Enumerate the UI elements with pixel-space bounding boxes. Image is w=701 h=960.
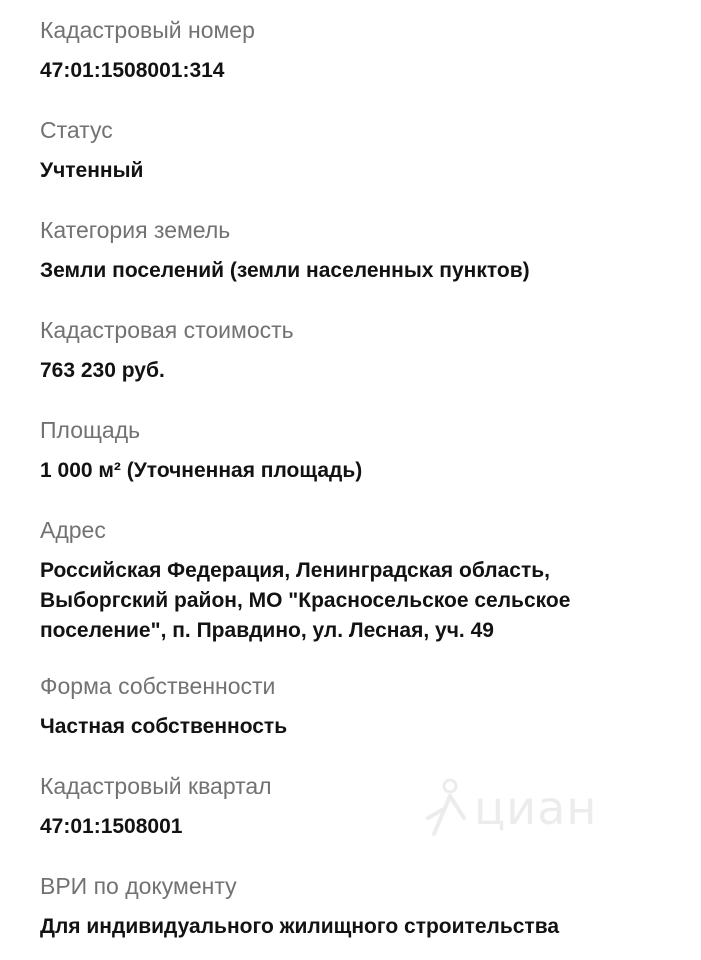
field-label: Кадастровый квартал bbox=[40, 773, 272, 799]
field-label: Площадь bbox=[40, 417, 141, 443]
watermark-text: циан bbox=[474, 781, 598, 835]
field-label: Адрес bbox=[40, 517, 106, 543]
field-value bbox=[40, 556, 670, 646]
field-area bbox=[40, 415, 670, 486]
field-cadastral-value bbox=[40, 315, 670, 386]
address-line: Российская Федерация, Ленинградская область, bbox=[40, 559, 550, 582]
field-address bbox=[40, 515, 670, 646]
field-label: Форма собственности bbox=[40, 673, 276, 699]
field-land-category bbox=[40, 215, 670, 286]
address-line: Выборгский район, МО "Красносельское сельское bbox=[40, 589, 571, 612]
field-label: Категория земель bbox=[40, 217, 231, 243]
field-value: Земли поселений (земли населенных пунктов) bbox=[40, 259, 530, 282]
field-value: 763 230 руб. bbox=[40, 359, 165, 382]
field-value: 47:01:1508001:314 bbox=[40, 59, 225, 82]
address-line: поселение", п. Правдино, ул. Лесная, уч. 49 bbox=[40, 619, 494, 642]
field-cadastral-quarter bbox=[40, 771, 670, 842]
field-permitted-use bbox=[40, 871, 670, 942]
field-value: 47:01:1508001 bbox=[40, 815, 183, 838]
field-label: Статус bbox=[40, 117, 113, 143]
field-value: 1 000 м² (Уточненная площадь) bbox=[40, 459, 363, 482]
field-status bbox=[40, 115, 670, 186]
field-value: Частная собственность bbox=[40, 715, 288, 738]
field-cadastral-number bbox=[40, 15, 670, 86]
field-label: ВРИ по документу bbox=[40, 873, 237, 899]
field-label: Кадастровый номер bbox=[40, 17, 255, 43]
field-value: Учтенный bbox=[40, 159, 144, 182]
field-ownership-form bbox=[40, 671, 670, 742]
field-value: Для индивидуального жилищного строительства bbox=[40, 915, 560, 938]
field-label: Кадастровая стоимость bbox=[40, 317, 294, 343]
